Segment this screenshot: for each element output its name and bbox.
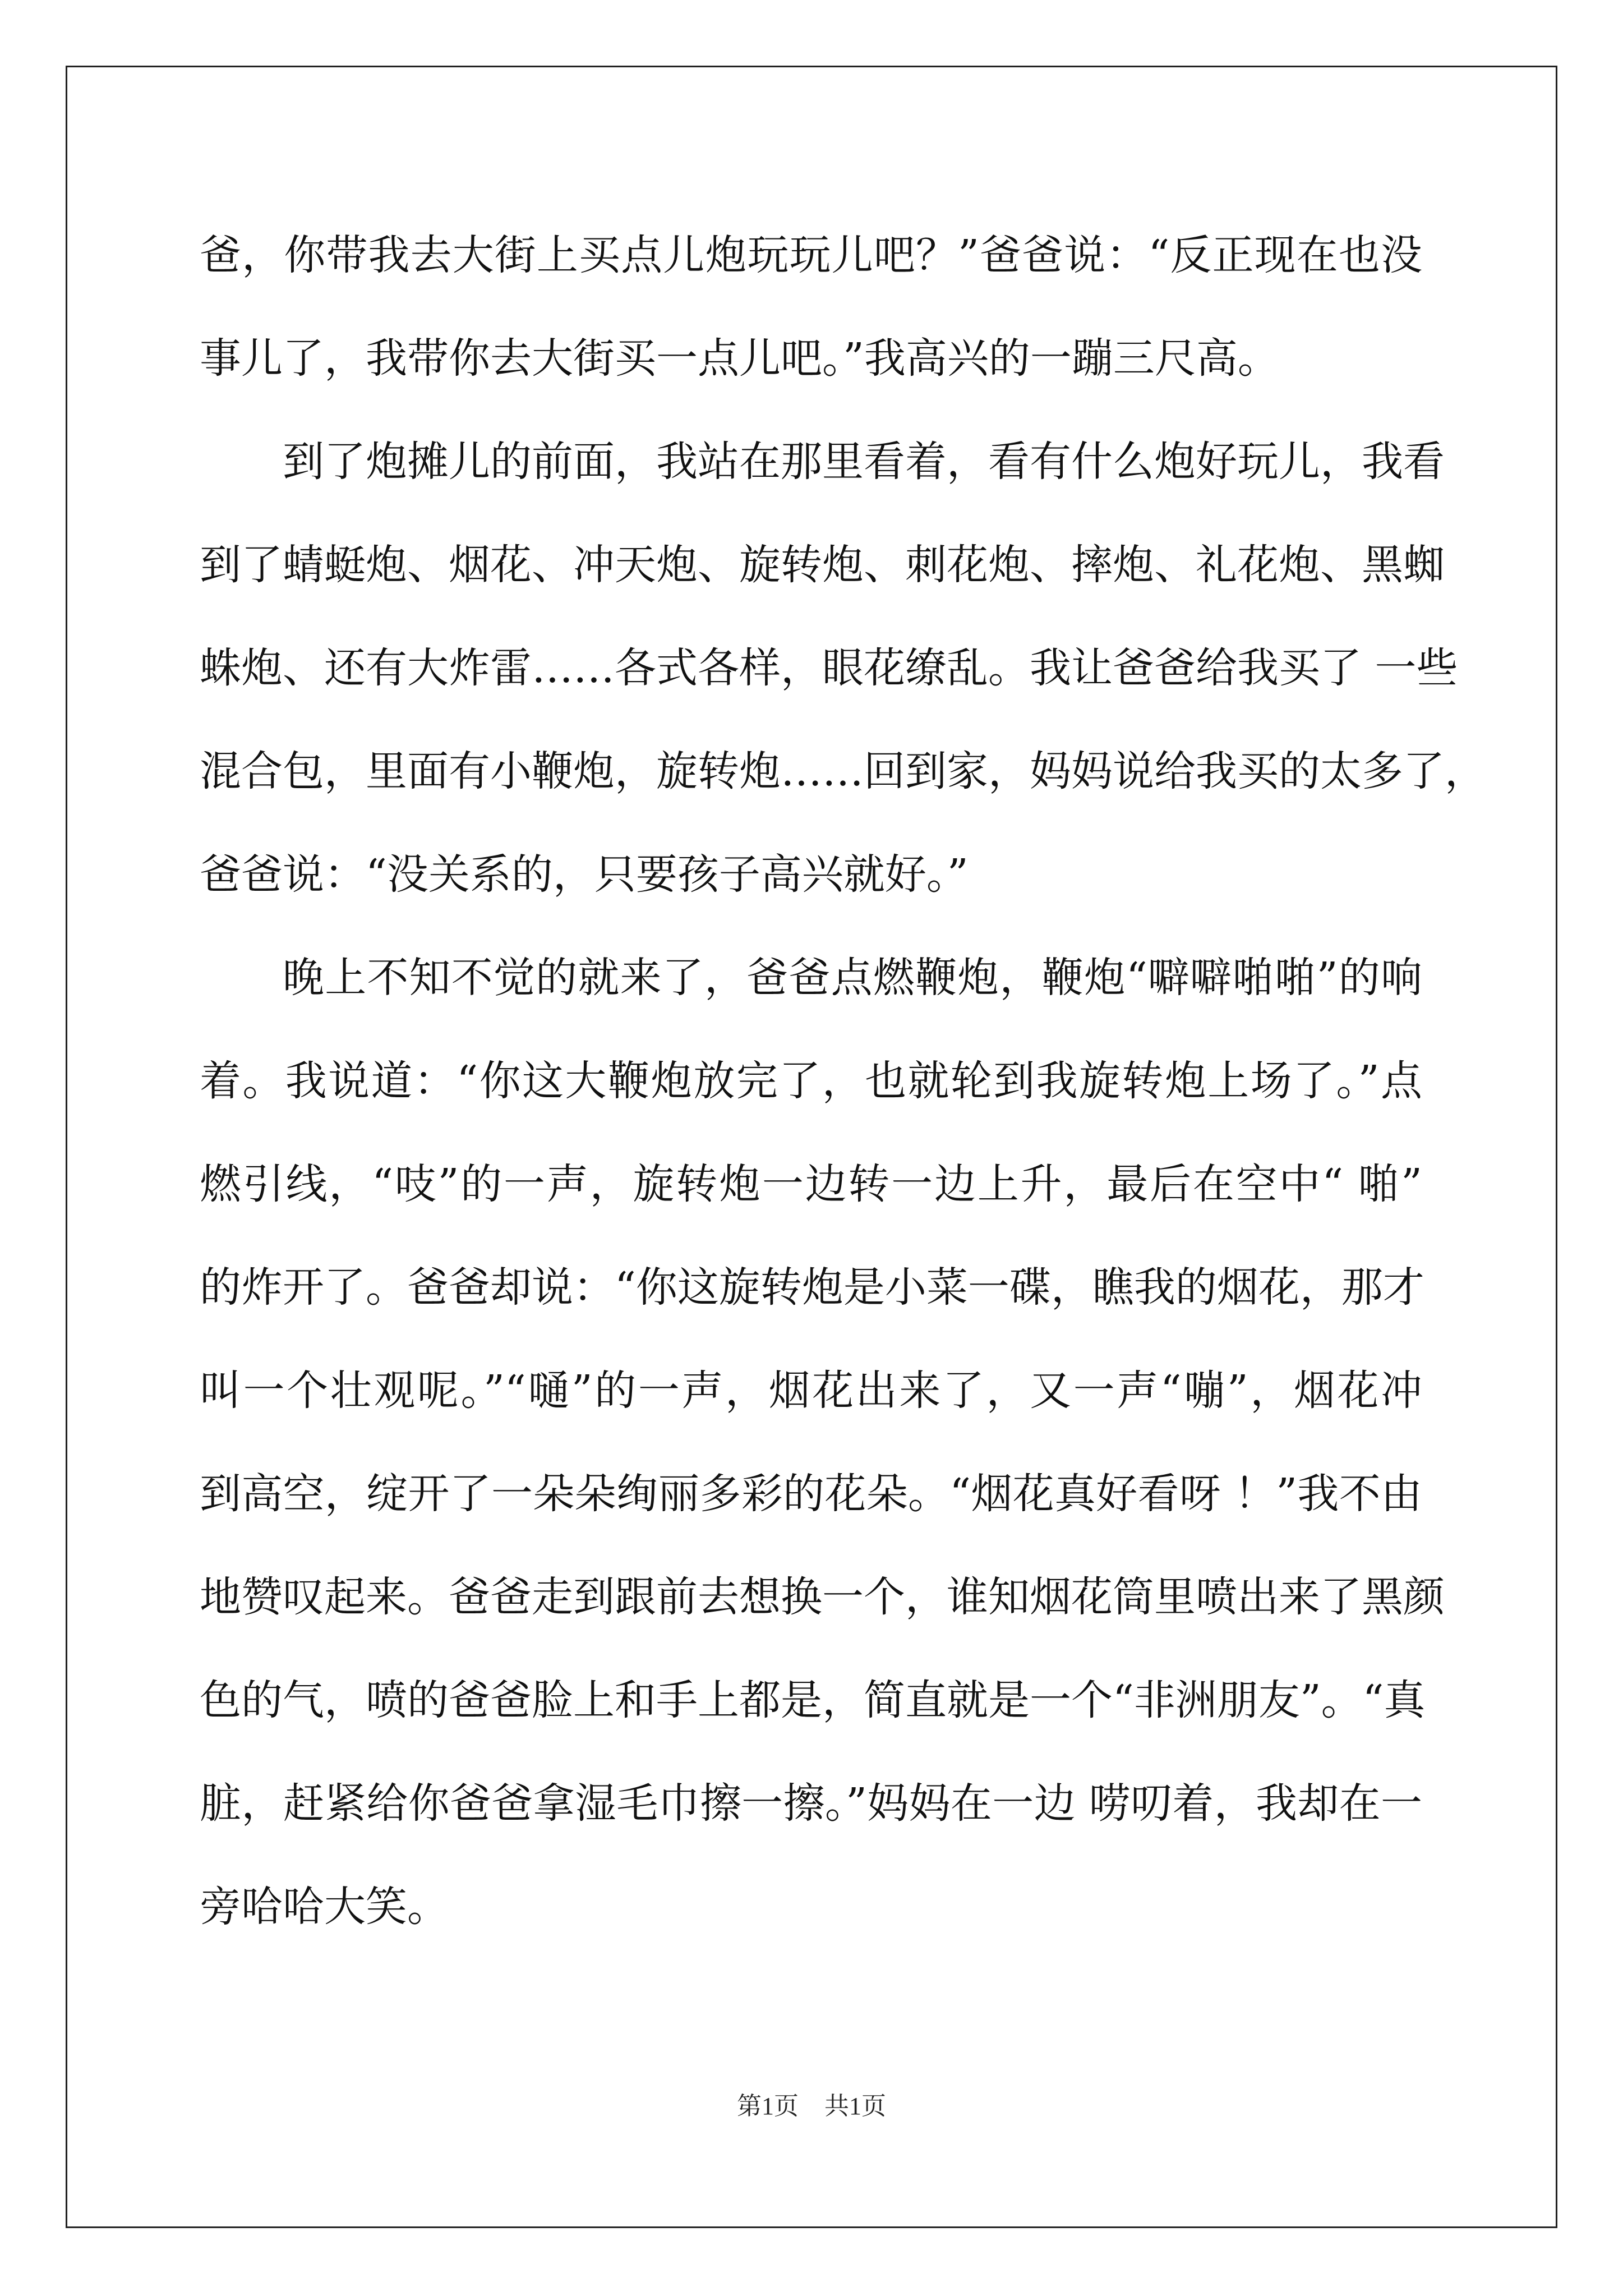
text-line: 蛛炮、还有大炸雷……各式各样，眼花缭乱。我让爸爸给我买了 一些 [200,644,1458,692]
text-line: 到了炮摊儿的前面，我站在那里看着，看有什么炮好玩儿，我看 [283,438,1445,486]
text-line: 混合包，里面有小鞭炮，旋转炮……回到家，妈妈说给我买的太多了， [200,747,1486,795]
page-count: 共1页 [824,2092,886,2120]
page-number: 第1页 [737,2092,799,2120]
text-line: 爸爸说：“没关系的，只要孩子高兴就好。” [200,850,969,899]
text-line: 晚上不知不觉的就来了，爸爸点燃鞭炮，鞭炮“噼噼啪啪”的响 [283,954,1422,1002]
text-line: 叫一个壮观呢。”“嗵”的一声，烟花出来了，又一声“嘣”，烟花冲 [200,1366,1422,1415]
text-line: 燃引线，“吱”的一声，旋转炮一边转一边上升，最后在空中“ 啪” [200,1160,1422,1208]
text-line: 地赞叹起来。爸爸走到跟前去想换一个，谁知烟花筒里喷出来了黑颜 [200,1573,1445,1621]
text-line: 到高空，绽开了一朵朵绚丽多彩的花朵。“烟花真好看呀 ！”我不由 [200,1470,1422,1518]
text-line: 色的气，喷的爸爸脸上和手上都是，简直就是一个“非洲朋友”。“真 [200,1676,1426,1724]
text-line: 的炸开了。爸爸却说：“你这旋转炮是小菜一碟，瞧我的烟花，那才 [200,1263,1424,1312]
text-line: 着。我说道：“你这大鞭炮放完了，也就轮到我旋转炮上场了。”点 [200,1057,1422,1105]
text-line: 脏，赶紧给你爸爸拿湿毛巾擦一擦。”妈妈在一边 唠叨着，我却在一 [200,1779,1422,1828]
text-line: 旁哈哈大笑。 [200,1883,449,1931]
text-line: 到了蜻蜓炮、烟花、冲天炮、旋转炮、刺花炮、摔炮、礼花炮、黑蜘 [200,541,1445,589]
text-line: 爸，你带我去大街上买点儿炮玩玩儿吧？”爸爸说：“反正现在也没 [200,231,1422,279]
page-footer [0,2090,1623,2123]
document-body [200,204,1486,1958]
text-line: 事儿了，我带你去大街买一点儿吧。”我高兴的一蹦三尺高。 [200,334,1279,383]
